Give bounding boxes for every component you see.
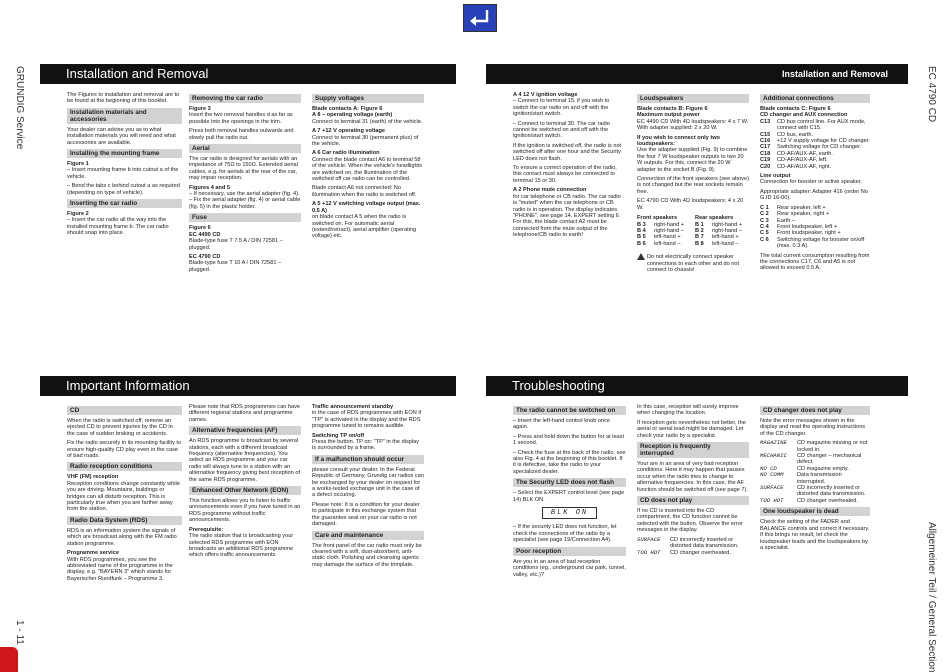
text-loudspeaker: Check the setting of the FADER and BALANCE controls and correct if necessary. If this brings no result, let check the loudspeaker leads and the loudspeakers by a specialist. [760, 519, 870, 551]
pin-id: B 7 [695, 234, 704, 241]
side-label-model: EC 4790 CD [926, 66, 937, 123]
pin-text: for car telephone or CB radio. The car radio is "muted" when the car telephone or CB radio is in operation. The display indicates "PHONE", see page 14, EXPERT setting 6. For this, the blade contact A2 must be connected from the mute output of the telephone/CB radio to earth! [513, 193, 621, 239]
heading-aerial: Aerial [189, 144, 301, 153]
error-code: SURFACE [760, 484, 784, 492]
pin-id: B 1 [695, 221, 704, 228]
rear-speakers [695, 215, 747, 247]
column-info-2 [189, 404, 301, 562]
figure-ref: Figure 2 [67, 211, 89, 218]
text-line-output: Connection for booster or active speaker. [760, 179, 862, 186]
heading-inserting: Inserting the car radio [67, 199, 182, 208]
pin-id: C18 [760, 150, 771, 157]
pin-desc: right-hand – [654, 227, 684, 234]
text-step: – Insert the car radio all the way into the installed mounting frame b. The car radio should snap into place. [67, 217, 169, 237]
error-desc: CD changer overheated. [670, 549, 731, 556]
pin-id: C 4 [760, 223, 769, 230]
section-title-installation: Installation and Removal [40, 64, 456, 84]
heading-af: Alternative frequencies (AF) [189, 426, 301, 435]
text-rds: RDS is an information system the signals of which are broadcast along with the FM radio station programme. [67, 527, 177, 547]
figure-ref: Figure 3 [189, 106, 211, 112]
heading-loudspeaker-dead: One loudspeaker is dead [760, 507, 870, 516]
pin-desc: +12 V supply voltage for CD changer. [777, 138, 870, 145]
error-code: SURFACE [637, 535, 661, 543]
pin-id: C20 [760, 163, 771, 170]
column-trouble-2 [637, 404, 749, 556]
pin-id: C16 [760, 138, 771, 145]
text-aerial: The car radio is designed for aerials with an impedance of 75Ω to 150Ω. Extended aerial cables, e.g. for aerials at the rear of the car, may impair reception. [189, 156, 298, 182]
pin-desc: left-hand + [712, 234, 739, 241]
text-materials: Your dealer can advise you as to what installation materials you will need and what accessories are available. [67, 126, 176, 146]
column-install-1 [67, 92, 182, 240]
pin-id: B 6 [637, 240, 646, 247]
pin-desc: left-hand – [712, 240, 739, 247]
subheading: VHF (FM) reception [67, 474, 119, 481]
front-speakers [637, 215, 689, 247]
pin-id: B 2 [695, 227, 704, 234]
error-code: TOO HOT [637, 548, 661, 556]
pin-desc: Switching voltage for CD changer. [777, 144, 862, 151]
pin-desc: CD bus, earth. [777, 131, 814, 138]
subheading: Line output [760, 173, 791, 180]
heading-cannot-switch-on: The radio cannot be switched on [513, 406, 626, 415]
pin-text: on blade contact A 5 when the radio is switched on. For automatic aerial (extend/retract), aerial amplifier (operating voltage) etc. [312, 214, 417, 240]
text-af: An RDS programme is broadcast by several stations, each with a different broadcast frequency (alternative frequencies). You select an RDS programme and your car radio will always tune to a station with an alternative frequency giving best reception of the same RDS programme. [189, 438, 301, 483]
figure-ref: Blade contacts B: Figure 6 [637, 106, 708, 112]
text-cd: Fix the radio securely in its mounting facility to ensure high-quality CD play even in the case of bad roads. [67, 440, 182, 460]
return-arrow-icon [468, 8, 492, 28]
pin-desc: Front loudspeaker, left + [777, 223, 838, 230]
pin-id: B 3 [637, 221, 646, 228]
subheading: Programme service [67, 550, 119, 557]
text-step: – Insert mounting frame b into cutout a of the vehicle. [67, 167, 179, 180]
pin-text: Connect to terminal 30 (permanent plus) of the vehicle. [312, 134, 419, 148]
subheading: Traffic announcement standby [312, 404, 394, 410]
pin-desc: Rear speaker, right + [777, 211, 830, 218]
text-reception: If reception gets nevertheless not better, the aerial or aerial lead might be damaged. Let check your radio by a specialist. [637, 419, 746, 439]
side-label-page: 1 - 11 [14, 620, 25, 645]
heading-malfunction: If a malfunction should occur [312, 455, 424, 464]
text-traffic: in the case of RDS programmes with EON if "TP" is activated in the display and the RDS programme tuned to remains audible. [312, 410, 422, 430]
column-trouble-1 [513, 404, 626, 581]
side-label-grundig: GRUNDIG Service [14, 66, 25, 150]
heading-cd-not-play: CD does not play [637, 496, 749, 505]
heading-supply-voltages: Supply voltages [312, 94, 424, 103]
pin-text: – Connect to terminal 15, if you wish to switch the car radio on and off with the ignition/start switch. [513, 98, 610, 118]
figure-ref: Figure 1 [67, 161, 89, 168]
subheading: Switching TP on/off [312, 432, 365, 439]
note-text: To ensure a correct operation of the radio, this contact must always be connected to terminal 15 or 30. [513, 165, 617, 184]
pin-text: Blade contact A6 not connected: No illumination when the radio is switched off. [312, 185, 417, 198]
heading-fuse: Fuse [189, 213, 301, 222]
pin-id: C13 [760, 118, 771, 125]
heading-eon: Enhanced Other Network (EON) [189, 486, 301, 495]
text-step: – Select the EXPERT control level (see page 14) BLK ON. [513, 490, 625, 503]
pin-id: C 2 [760, 211, 769, 218]
model-label: EC 4790 CD [189, 253, 221, 260]
figure-ref: Blade contacts A: Figure 6 [312, 106, 383, 112]
display-indicator: BLK ON [542, 507, 597, 519]
error-desc: CD magazine empty. [797, 465, 849, 472]
error-desc: CD magazine missing or not locked in. [797, 440, 868, 453]
pin-id: C 5 [760, 230, 769, 237]
column-info-3 [312, 404, 424, 571]
pin-desc: left-hand – [654, 240, 681, 247]
pin-id: C19 [760, 157, 771, 164]
line-pin-list [760, 205, 870, 250]
pin-desc: Rear speaker, left + [777, 204, 826, 211]
text-tp: Press the button. TP on: "TP" in the display is surrounded by a frame. [312, 439, 419, 452]
text-reception: In this case, reception will surely improve when changing the location. [637, 404, 739, 417]
column-install-6 [760, 92, 870, 275]
heading-cd: CD [67, 406, 182, 415]
pin-desc: right-hand + [712, 221, 743, 228]
figure-ref: Figure 6 [189, 225, 211, 232]
fuse-spec: Blade-type fuse T 10 A / DIN 72581 – plugged. [189, 260, 282, 273]
subheading: CD changer and AUX connection [760, 112, 848, 119]
intro-text: The Figures to installation and removal are to be found at the beginning of this booklet. [67, 92, 180, 105]
text-step: – If necessary, use the aerial adapter (fig. 4). [189, 191, 300, 198]
error-desc: CD changer overheated. [797, 497, 858, 504]
heading-rds: Radio Data System (RDS) [67, 516, 182, 525]
heading-additional-connections: Additional connections [760, 94, 870, 103]
text-reception: Are you in an area of bad reception conditions (eg., underground car park, tunnel, valley, etc.)? [513, 558, 626, 578]
pin-id: C15 [760, 131, 771, 138]
text-step: – Check the fuse at the back of the radio, see also Fig. 4 at the beginning of this booklet. If it is defective, take the radio to your specialized dealer. [513, 449, 626, 475]
section-title-troubleshooting: Troubleshooting [486, 376, 908, 396]
warning-text: Do not electrically connect speaker connections to each other and do not connect to chassis! [647, 254, 740, 273]
text-cd-changer: Note the error messages shown in the display and read the operating instructions of the CD changer. [760, 418, 866, 437]
error-desc: CD incorrectly inserted or distorted data transmission. [797, 485, 866, 498]
heading-interrupted: Reception is frequently interrupted [637, 442, 749, 458]
text-step: – Bend the tabs c behind cutout a as required (depending on type of vehicle). [67, 183, 180, 196]
cd-pin-list [760, 119, 870, 170]
error-code: MAGAZINE [760, 439, 787, 447]
front-heading: Front speakers [637, 215, 678, 222]
text-eon: The radio station that is broadcasting your selected RDS programme with EON broadcasts an additional RDS programme which offers traffic announcements. [189, 533, 294, 559]
pin-desc: right-hand – [712, 227, 742, 234]
text-front: Connection of the front speakers (see above) is not changed but the rear sockets remain free. [637, 176, 749, 195]
text-rds: With RDS programmes, you see the abbreviated name of the programme in the display, e.g. "BAYERN 3" which stands for Bayerischer Rundfunk – Programme 3. [67, 556, 173, 582]
pin-desc: CD-AF/AUX-AF, right. [777, 163, 832, 170]
side-label-section: Allgemeiner Teil / General Section [926, 522, 937, 672]
text-reception: Reception conditions change constantly while you are driving. Mountains, buildings or bridges can all disturb reception. This is particularly true when you are farther away from the station. [67, 480, 180, 513]
column-install-3 [312, 92, 424, 243]
subheading: Maximum output power [637, 112, 700, 119]
page-tab-marker [0, 647, 18, 672]
pin-desc: Switching voltage for booster on/off (max. 0.3 A). [777, 236, 865, 250]
text-power: EC 4790 CD With 4Ω loudspeakers: 4 x 20 W. [637, 198, 744, 211]
rear-heading: Rear speakers [695, 215, 734, 222]
text-interrupted: Your are in an area of very bad reception conditions. Here it may happen that pauses occur when the radio tries to change to alternative frequencies. In this case, the AF function should be switched off (see page 7). [637, 461, 748, 493]
text-step: – Insert the left-hand control knob once again. [513, 418, 611, 431]
column-install-2 [189, 92, 301, 276]
pin-desc: CD bus control line. For AUX mode, connect with C15. [777, 118, 866, 132]
text-malfunction: please consult your dealer. In the Federal Republic of Germany, Grundig car radios can be exchanged by your dealer on request for a works-tested exchange unit in the case of a defect occuring. [312, 466, 424, 499]
pin-id: C 1 [760, 204, 769, 211]
pin-id: B 8 [695, 240, 704, 247]
column-install-4 [513, 92, 626, 242]
pin-text: – Connect to terminal 30. The car radio cannot be switched on and off with the ignition/start switch. [513, 120, 610, 140]
error-code: TOO HOT [760, 496, 784, 504]
text-step: – Fix the aerial adapter (fig. 4) or aerial cable (fig. 5) in the plastic holder. [189, 197, 301, 210]
text-total-current: The total current consumption resulting from the connections C17, C6 and A5 is not allowed to exceed 0.5 A. [760, 252, 870, 272]
text-cd: If no CD is inserted into the CD compartment, the CD function cannot be selected with the button. Observe the error messages in the display. [637, 508, 743, 534]
speaker-table [637, 215, 749, 247]
warning-note [637, 253, 749, 273]
figure-ref: Figures 4 and 5 [189, 184, 231, 191]
pin-desc: CD-AF/AUX-AF, earth. [777, 150, 833, 157]
heading-security-led: The Security LED does not flash [513, 478, 626, 487]
back-button[interactable] [463, 4, 497, 32]
text-step: Insert the two removal handles d as far as possible into the openings in the trim. [189, 112, 293, 125]
error-code: MECHANIC [760, 452, 787, 460]
heading-mounting-frame: Installing the mounting frame [67, 149, 182, 158]
pin-id: C 6 [760, 236, 769, 243]
pin-text: Connect the blade contact A6 to terminal 58 of the vehicle. When the vehicle's headlights are switched on, the illumination of the switched off car radio can be controlled. [312, 156, 422, 183]
error-desc: CD incorrectly inserted or distorted data transmission. [670, 536, 739, 550]
section-title-important-information: Important Information [40, 376, 456, 396]
error-code: NO COMM [760, 471, 784, 479]
subheading: If you wish to connect only two loudspeakers: [637, 134, 720, 148]
text-step: – If the security LED does not function, let check the connections of the radio by a specialist (see page 19/Connection A4). [513, 524, 617, 544]
pin-desc: left-hand + [654, 234, 681, 241]
warning-icon [637, 253, 645, 260]
text-rds-note: Please note that RDS programmes can have different regional stations and programme names. [189, 404, 301, 423]
error-desc: CD changer – mechanical defect. [797, 453, 862, 466]
heading-reception: Radio reception conditions [67, 462, 182, 471]
model-label: EC 4490 CD [189, 231, 221, 238]
pin-desc: CD-AF/AUX-AF, left. [777, 157, 828, 164]
section-title-installation-right: Installation and Removal [486, 64, 908, 84]
pin-id: C17 [760, 144, 771, 151]
heading-removing: Removing the car radio [189, 94, 301, 103]
text-step: – Press and hold down the button for at least 1 second. [513, 433, 625, 447]
column-info-1 [67, 404, 182, 585]
pin-desc: Earth – [777, 217, 796, 224]
text-adapter: Use the adapter supplied (Fig. 9) to combine the four 7 W loudspeaker outputs to two 20 W outputs. For this, connect the 20 W adapter to the socket B (Fig. 9). [637, 147, 748, 173]
error-desc: Data transmission interrupted. [797, 472, 842, 485]
subheading: Prerequisite: [189, 526, 224, 533]
pin-text: If the ignition is switched off, the radio is not switched off after one hour and the Security LED does not flash. [513, 142, 622, 162]
pin-desc: Front loudspeaker, right + [777, 230, 841, 237]
heading-poor-reception: Poor reception [513, 547, 626, 556]
text-eon: This function allows you to listen to traffic announcements even if you have tuned in an RDS programme without traffic announcements. [189, 498, 301, 524]
pin-label: A 8 – operating voltage (earth) [312, 112, 393, 119]
pin-label: A 5 +12 V switching voltage output (max. 0.5 A) [312, 201, 421, 214]
column-trouble-3 [760, 404, 870, 554]
heading-loudspeakers: Loudspeakers [637, 94, 749, 103]
fuse-spec: Blade-type fuse T 7.5 A / DIN 72581 – plugged. [189, 238, 283, 251]
text-power: EC 4490 CD With 4Ω loudspeakers: 4 x 7 W. With adapter supplied: 2 x 20 W. [637, 118, 749, 132]
pin-label: A 6 Car radio illumination [312, 150, 380, 157]
pin-text: Connect to terminal 31 (earth) of the vehicle. [312, 118, 423, 125]
text-step: Press both removal handles outwards and slowly pull the radio out. [189, 128, 294, 141]
figure-ref: Blade contacts C: Figure 6 [760, 106, 831, 112]
pin-label: A 2 Phone mute connection [513, 187, 587, 194]
pin-label: A 4 12 V ignition voltage [513, 92, 578, 98]
text-malfunction: Please note: It is a condition for your dealer to participate in this exchange system that the guarantee seal on your car radio is not damaged. [312, 501, 420, 528]
text-cd: When the radio is switched off, remove an ejected CD to prevent injuries by the CD in the case of sudden braking or accidents. [67, 418, 173, 437]
pin-id: C 3 [760, 217, 769, 224]
text-care: The front panel of the car radio must only be cleaned with a soft, dust-absorbent, anti-static cloth. Polishing and cleansing agents may damage the surface of the trimplate. [312, 542, 422, 568]
heading-care: Care and maintenance [312, 531, 424, 540]
error-code: NO CD [760, 464, 777, 472]
text-adapter: Appropriate adapter: Adapter 416 (order No G.ID 16-00). [760, 188, 868, 202]
pin-label: A 7 +12 V operating voltage [312, 128, 385, 135]
pin-desc: right-hand + [654, 221, 685, 228]
pin-id: B 5 [637, 234, 646, 241]
pin-id: B 4 [637, 227, 646, 234]
heading-materials: Installation materials and accessories [67, 108, 182, 124]
heading-cd-changer: CD changer does not play [760, 406, 870, 415]
column-install-5 [637, 92, 749, 276]
